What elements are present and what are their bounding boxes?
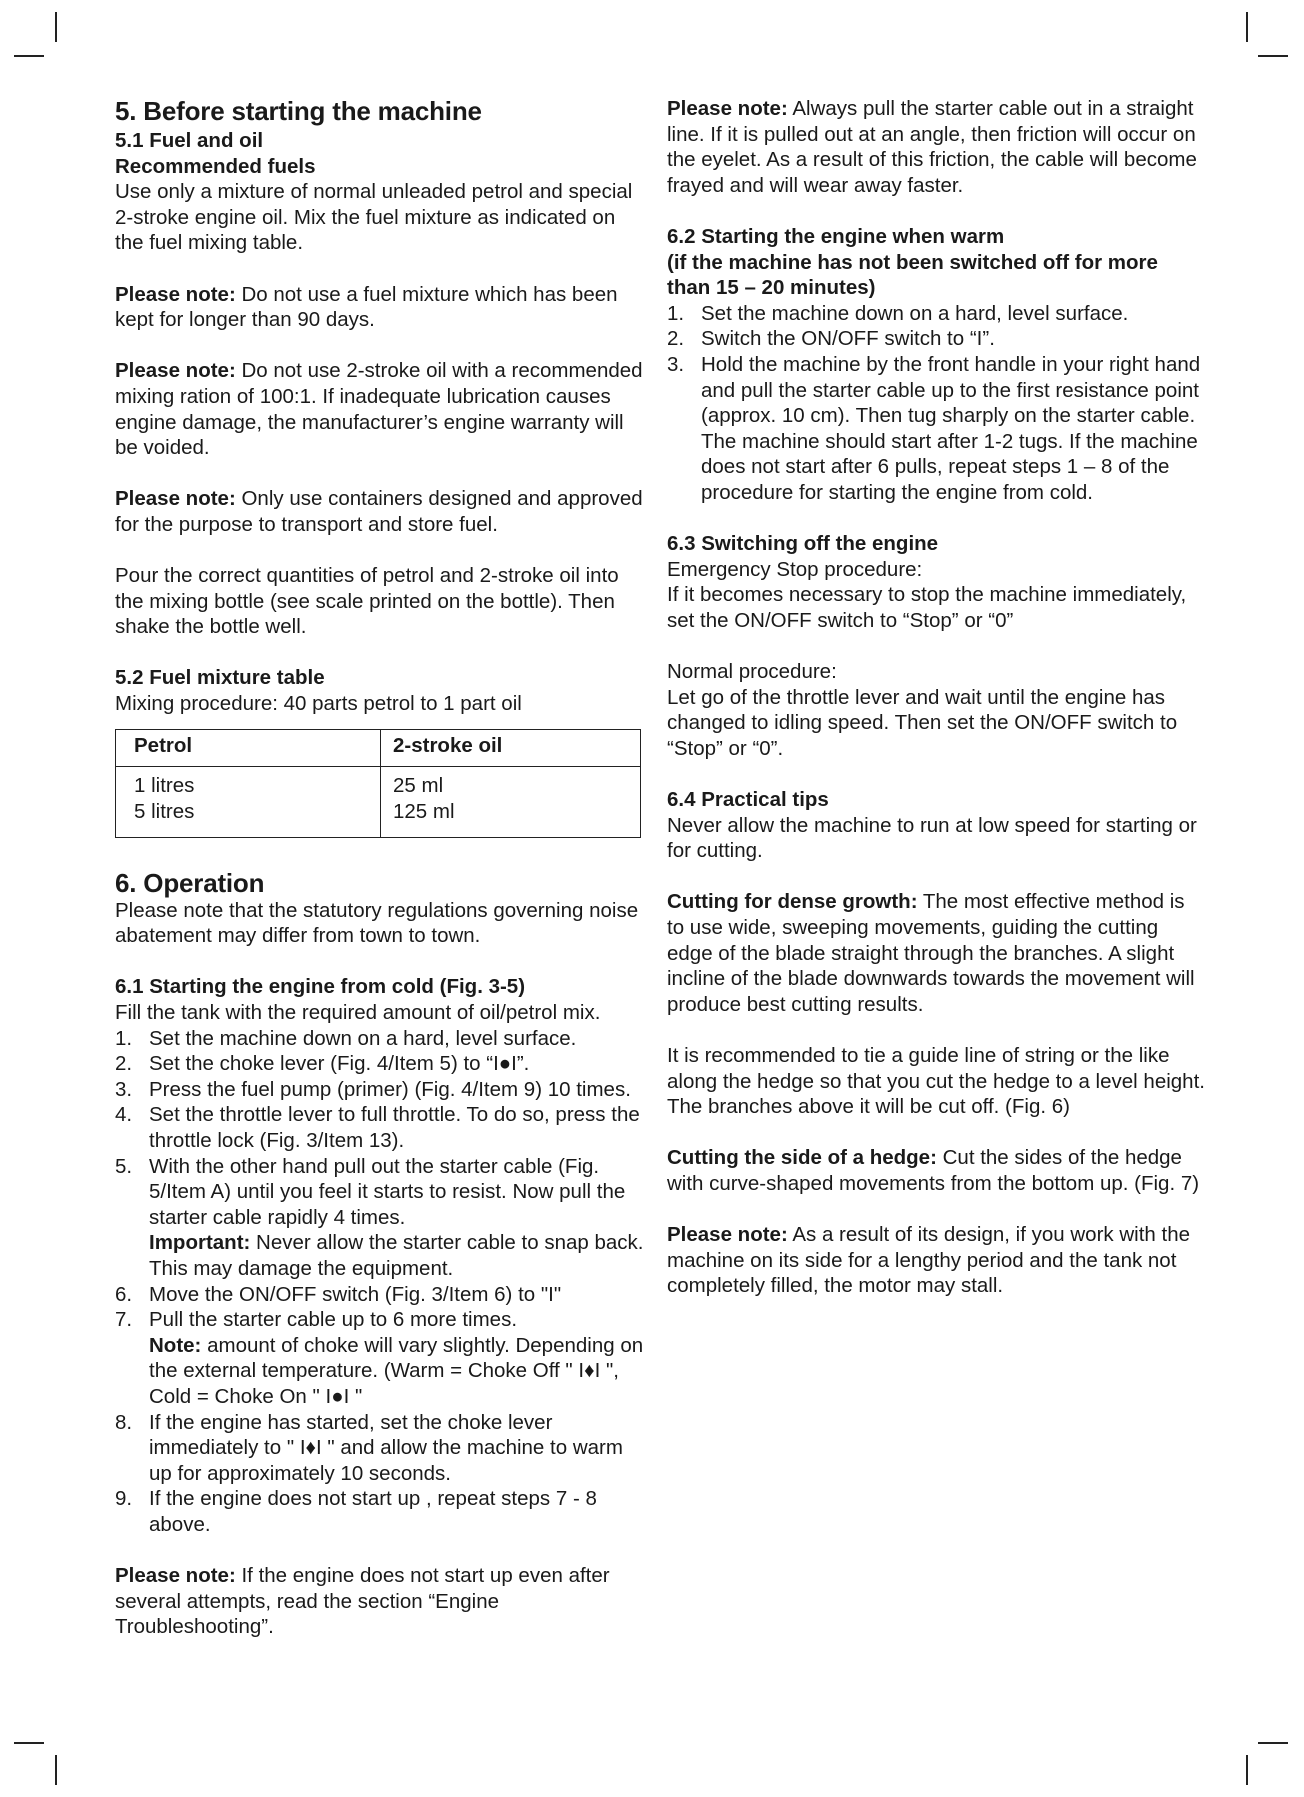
table-header-oil: 2-stroke oil <box>381 729 641 766</box>
note-oil-ratio <box>115 358 645 460</box>
note-short-label: Note: <box>149 1333 202 1357</box>
section-6-3-title: 6.3 Switching off the engine <box>667 532 939 556</box>
note-containers <box>115 486 645 537</box>
guide-line-tip: It is recommended to tie a guide line of string or the like along the hedge so that you cut the hedge to a level height. The branches above it will be cut off. (Fig. 6) <box>667 1043 1205 1119</box>
step-number: 5. <box>115 1154 133 1178</box>
step-text: Move the ON/OFF switch (Fig. 3/Item 6) to "I" <box>149 1282 562 1306</box>
step-number: 4. <box>115 1103 133 1127</box>
note-label: Please note: <box>667 97 788 120</box>
crop-mark-top-left-v <box>55 12 57 42</box>
step-text: Hold the machine by the front handle in your right hand and pull the starter cable up to the first resistance point (approx. 10 cm). Then tug sharply on the starter cable. The machine should start after 1-2 tugs. If the machine does not start after 6 pulls, repeat steps 1 – 8 of the procedure for starting the engine from cold. <box>701 352 1201 504</box>
table-header-petrol: Petrol <box>116 729 381 766</box>
note-starter-cable <box>667 96 1205 198</box>
table-row <box>116 766 641 837</box>
note-short-text: amount of choke will vary slightly. Depending on the external temperature. (Warm = Choke Off " I♦I ", Cold = Choke On " I●I " <box>149 1333 644 1408</box>
note-text: Always pull the starter cable out in a straight line. If it is pulled out at an angle, then friction will occur on the eyelet. As a result of this friction, the cable will become frayed and will wear away faster. <box>667 97 1197 197</box>
list-item <box>667 352 1205 506</box>
recommended-fuels-text: Use only a mixture of normal unleaded petrol and special 2-stroke engine oil. Mix the fuel mixture as indicated on the fuel mixing table. <box>115 180 633 255</box>
step-number: 3. <box>667 352 685 376</box>
table-header-row <box>116 729 641 766</box>
list-item <box>115 1282 645 1308</box>
table-cell-oil <box>381 766 641 837</box>
fuel-mixture-table <box>115 729 641 838</box>
list-item <box>667 301 1205 327</box>
emergency-stop-text: If it becomes necessary to stop the machine immediately, set the ON/OFF switch to “Stop” or “0” <box>667 583 1187 632</box>
step-text: Press the fuel pump (primer) (Fig. 4/Item 9) 10 times. <box>149 1077 631 1101</box>
cold-start-steps <box>115 1026 645 1538</box>
step-text: Pull the starter cable up to 6 more times. <box>149 1308 518 1332</box>
step-text: If the engine does not start up , repeat steps 7 - 8 above. <box>149 1487 597 1536</box>
step-number: 3. <box>115 1077 133 1101</box>
crop-mark-top-left-h <box>14 55 44 57</box>
step-number: 7. <box>115 1308 133 1332</box>
right-column <box>667 96 1205 1299</box>
crop-mark-top-right-h <box>1258 55 1288 57</box>
list-item <box>115 1077 645 1103</box>
section-6-2-title: 6.2 Starting the engine when warm <box>667 224 1005 248</box>
section-6-1-title: 6.1 Starting the engine from cold (Fig. 3-5) <box>115 975 526 999</box>
note-label: Please note: <box>115 359 236 383</box>
normal-procedure-label: Normal procedure: <box>667 660 837 684</box>
crop-mark-bottom-right-h <box>1258 1742 1288 1744</box>
step-number: 9. <box>115 1487 133 1511</box>
important-label: Important: <box>149 1231 251 1255</box>
section-6-4-text: Never allow the machine to run at low speed for starting or for cutting. <box>667 813 1197 863</box>
dense-growth-tip <box>667 889 1205 1017</box>
hedge-side-tip <box>667 1145 1205 1196</box>
step-text: Set the choke lever (Fig. 4/Item 5) to “I●I”. <box>149 1052 530 1076</box>
step-number: 1. <box>667 301 685 325</box>
oil-value: 125 ml <box>393 799 455 823</box>
section-6-2-subtitle: (if the machine has not been switched off for more than 15 – 20 minutes) <box>667 250 1158 300</box>
emergency-stop-label: Emergency Stop procedure: <box>667 557 923 581</box>
step-text: Set the machine down on a hard, level surface. <box>149 1026 577 1050</box>
normal-procedure-text: Let go of the throttle lever and wait until the engine has changed to idling speed. Then set the ON/OFF switch to “Stop” or “0”. <box>667 685 1178 760</box>
petrol-value: 1 litres <box>134 773 195 797</box>
list-item <box>115 1051 645 1077</box>
list-item <box>115 1102 645 1153</box>
step-number: 2. <box>667 327 685 351</box>
step-text: With the other hand pull out the starter cable (Fig. 5/Item A) until you feel it starts to resist. Now pull the starter cable rapidly 4 times. <box>149 1154 626 1229</box>
step-number: 1. <box>115 1026 133 1050</box>
note-label: Please note: <box>115 282 236 306</box>
step-text: Switch the ON/OFF switch to “I”. <box>701 327 995 351</box>
mixing-procedure: Mixing procedure: 40 parts petrol to 1 part oil <box>115 692 522 716</box>
crop-mark-top-right-v <box>1246 12 1248 42</box>
step-number: 6. <box>115 1282 133 1306</box>
step-number: 8. <box>115 1410 133 1434</box>
oil-value: 25 ml <box>393 773 444 797</box>
hedge-side-label: Cutting the side of a hedge: <box>667 1146 937 1170</box>
list-item <box>115 1026 645 1052</box>
petrol-value: 5 litres <box>134 799 195 823</box>
list-item <box>115 1307 645 1409</box>
section-6-1-intro: Fill the tank with the required amount of oil/petrol mix. <box>115 1001 601 1025</box>
step-text: Set the throttle lever to full throttle. To do so, press the throttle lock (Fig. 3/Item 13). <box>149 1103 640 1152</box>
note-text: Only use containers designed and approved for the purpose to transport and store fuel. <box>115 487 643 536</box>
section-6-title: 6. Operation <box>115 867 265 898</box>
section-5-1-title: 5.1 Fuel and oil <box>115 129 264 152</box>
warm-start-steps <box>667 301 1205 506</box>
list-item <box>115 1154 645 1282</box>
section-6-4-title: 6.4 Practical tips <box>667 788 829 812</box>
note-label: Please note: <box>667 1223 788 1247</box>
step-number: 2. <box>115 1052 133 1076</box>
left-column <box>115 96 645 1640</box>
crop-mark-bottom-right-v <box>1246 1755 1248 1785</box>
note-label: Please note: <box>115 487 236 511</box>
important-text: Never allow the starter cable to snap back. This may damage the equipment. <box>149 1231 644 1280</box>
note-fuel-age <box>115 282 645 333</box>
note-text: Do not use 2-stroke oil with a recommended mixing ration of 100:1. If inadequate lubrication causes engine damage, the manufacturer’s engine warranty will be voided. <box>115 359 643 460</box>
crop-mark-bottom-left-h <box>14 1742 44 1744</box>
note-troubleshooting <box>115 1563 645 1640</box>
pour-instructions: Pour the correct quantities of petrol and 2-stroke oil into the mixing bottle (see scale printed on the bottle). Then shake the bottle well. <box>115 564 619 639</box>
dense-growth-text: The most effective method is to use wide, sweeping movements, guiding the cutting edge of the blade straight through the branches. A slight incline of the blade downwards towards the movement will produce best cutting results. <box>667 890 1195 1016</box>
recommended-fuels-title: Recommended fuels <box>115 154 316 178</box>
note-design-stall <box>667 1222 1205 1299</box>
list-item <box>667 326 1205 352</box>
crop-mark-bottom-left-v <box>55 1755 57 1785</box>
note-text: Do not use a fuel mixture which has been kept for longer than 90 days. <box>115 282 618 332</box>
note-text: As a result of its design, if you work with the machine on its side for a lengthy period and the tank not completely filled, the motor may stall. <box>667 1223 1190 1298</box>
note-text: If the engine does not start up even after several attempts, read the section “Engine Troubleshooting”. <box>115 1564 610 1639</box>
dense-growth-label: Cutting for dense growth: <box>667 890 918 914</box>
section-5-title: 5. Before starting the machine <box>115 96 482 126</box>
list-item <box>115 1410 645 1487</box>
table-cell-petrol <box>116 766 381 837</box>
note-label: Please note: <box>115 1564 236 1588</box>
step-text: Set the machine down on a hard, level surface. <box>701 301 1129 325</box>
section-6-text: Please note that the statutory regulations governing noise abatement may differ from town to town. <box>115 898 639 948</box>
hedge-side-text: Cut the sides of the hedge with curve-shaped movements from the bottom up. (Fig. 7) <box>667 1146 1200 1195</box>
section-5-2-title: 5.2 Fuel mixture table <box>115 666 325 690</box>
list-item <box>115 1486 645 1537</box>
step-text: If the engine has started, set the choke lever immediately to " I♦I " and allow the machine to warm up for approximately 10 seconds. <box>149 1410 623 1485</box>
